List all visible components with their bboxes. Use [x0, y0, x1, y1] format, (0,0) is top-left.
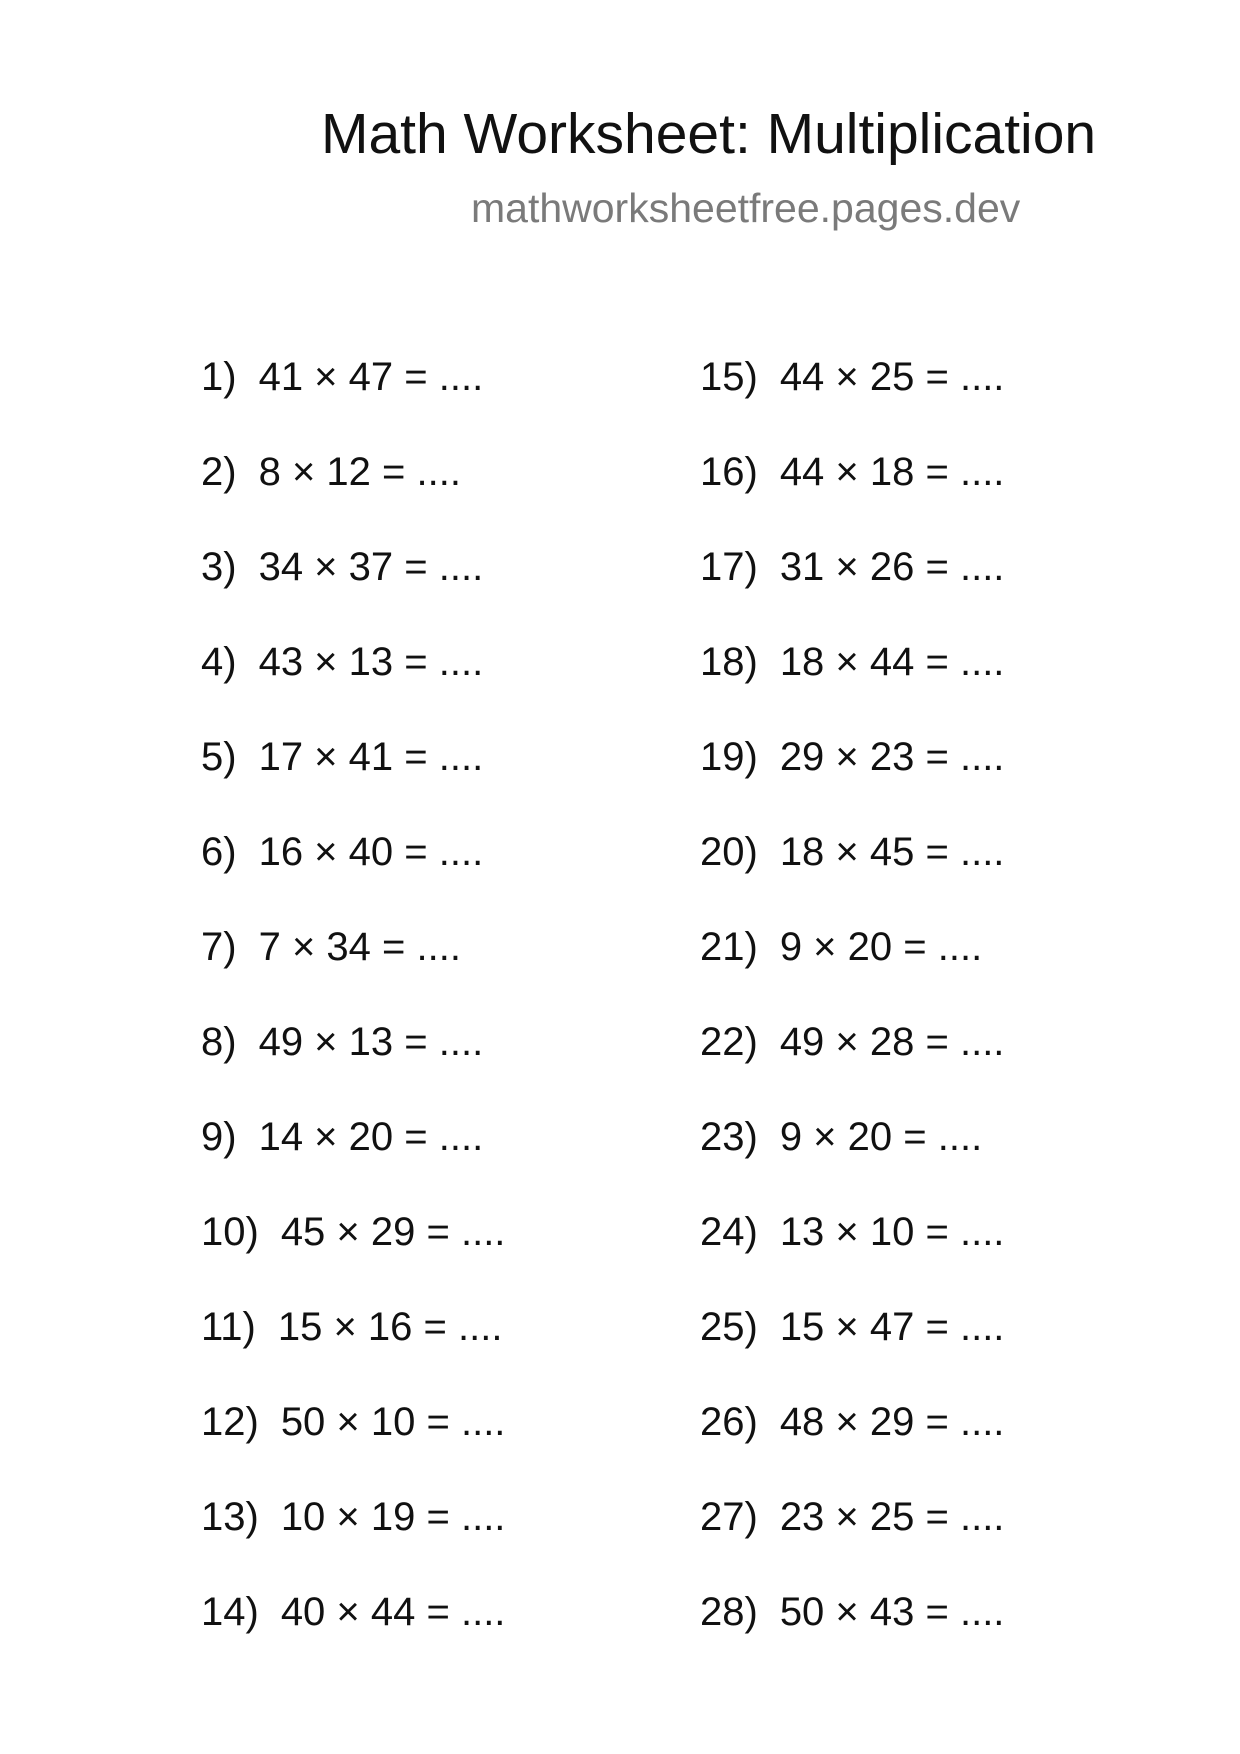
problem-expression: 50 × 10 = ....	[280, 1400, 506, 1444]
problem-item	[700, 922, 982, 972]
problem-number: 4)	[201, 640, 237, 684]
problem-number: 27)	[700, 1495, 758, 1539]
problem-expression: 10 × 19 = ....	[280, 1495, 506, 1539]
problem-item	[201, 1397, 505, 1447]
problem-number: 21)	[700, 925, 758, 969]
problem-expression: 8 × 12 = ....	[258, 450, 461, 494]
problem-expression: 49 × 13 = ....	[258, 1020, 484, 1064]
problem-item	[201, 1492, 505, 1542]
problem-item	[201, 637, 483, 687]
problem-expression: 23 × 25 = ....	[779, 1495, 1005, 1539]
problem-number: 8)	[201, 1020, 237, 1064]
problem-item	[700, 637, 1004, 687]
problem-expression: 13 × 10 = ....	[779, 1210, 1005, 1254]
problem-number: 12)	[201, 1400, 259, 1444]
problem-number: 23)	[700, 1115, 758, 1159]
worksheet-title: Math Worksheet: Multiplication	[321, 102, 1097, 166]
problem-item	[201, 1017, 483, 1067]
problem-expression: 15 × 16 = ....	[277, 1305, 503, 1349]
problem-expression: 34 × 37 = ....	[258, 545, 484, 589]
problem-number: 14)	[201, 1590, 259, 1634]
problem-expression: 16 × 40 = ....	[258, 830, 484, 874]
problem-expression: 41 × 47 = ....	[258, 355, 484, 399]
problem-number: 13)	[201, 1495, 259, 1539]
problem-item	[700, 1492, 1004, 1542]
problem-expression: 48 × 29 = ....	[779, 1400, 1005, 1444]
problem-expression: 43 × 13 = ....	[258, 640, 484, 684]
problem-expression: 17 × 41 = ....	[258, 735, 484, 779]
problem-item	[700, 827, 1004, 877]
problem-item	[700, 1397, 1004, 1447]
problem-number: 11)	[201, 1305, 256, 1349]
problem-number: 7)	[201, 925, 237, 969]
problem-item	[700, 542, 1004, 592]
problem-expression: 14 × 20 = ....	[258, 1115, 484, 1159]
worksheet-source: mathworksheetfree.pages.dev	[471, 185, 1021, 231]
problem-item	[201, 732, 483, 782]
problem-expression: 29 × 23 = ....	[779, 735, 1005, 779]
problem-item	[700, 1207, 1004, 1257]
problem-number: 10)	[201, 1210, 259, 1254]
problem-item	[700, 1017, 1004, 1067]
problem-number: 26)	[700, 1400, 758, 1444]
problem-number: 22)	[700, 1020, 758, 1064]
problem-item	[201, 447, 461, 497]
problem-expression: 44 × 25 = ....	[779, 355, 1005, 399]
problem-item	[201, 1112, 483, 1162]
problem-item	[700, 1302, 1004, 1352]
problem-expression: 9 × 20 = ....	[779, 1115, 983, 1159]
problem-number: 3)	[201, 545, 237, 589]
problem-number: 2)	[201, 450, 237, 494]
problem-expression: 49 × 28 = ....	[779, 1020, 1005, 1064]
problem-expression: 18 × 44 = ....	[779, 640, 1005, 684]
problem-item	[700, 1112, 982, 1162]
problem-expression: 7 × 34 = ....	[258, 925, 461, 969]
problem-expression: 18 × 45 = ....	[779, 830, 1005, 874]
problem-number: 16)	[700, 450, 758, 494]
problem-item	[201, 1587, 505, 1637]
problem-item	[201, 542, 483, 592]
problem-number: 5)	[201, 735, 237, 779]
problem-number: 18)	[700, 640, 758, 684]
problem-item	[201, 1207, 505, 1257]
problem-number: 1)	[201, 355, 237, 399]
problem-item	[700, 447, 1004, 497]
problem-item	[201, 352, 483, 402]
problem-item	[700, 732, 1004, 782]
problem-expression: 9 × 20 = ....	[779, 925, 983, 969]
problem-number: 24)	[700, 1210, 758, 1254]
problem-item	[700, 1587, 1004, 1637]
problem-number: 9)	[201, 1115, 237, 1159]
problem-expression: 31 × 26 = ....	[779, 545, 1005, 589]
problem-item	[201, 922, 461, 972]
problem-expression: 40 × 44 = ....	[280, 1590, 506, 1634]
problem-item	[700, 352, 1004, 402]
problem-number: 15)	[700, 355, 758, 399]
problem-expression: 44 × 18 = ....	[779, 450, 1005, 494]
problem-number: 28)	[700, 1590, 758, 1634]
problem-expression: 15 × 47 = ....	[779, 1305, 1005, 1349]
problem-number: 25)	[700, 1305, 758, 1349]
problem-number: 20)	[700, 830, 758, 874]
problem-expression: 45 × 29 = ....	[280, 1210, 506, 1254]
problem-item	[201, 827, 483, 877]
problem-expression: 50 × 43 = ....	[779, 1590, 1005, 1634]
problem-item	[201, 1302, 502, 1352]
problem-number: 6)	[201, 830, 237, 874]
problem-number: 19)	[700, 735, 758, 779]
problem-number: 17)	[700, 545, 758, 589]
